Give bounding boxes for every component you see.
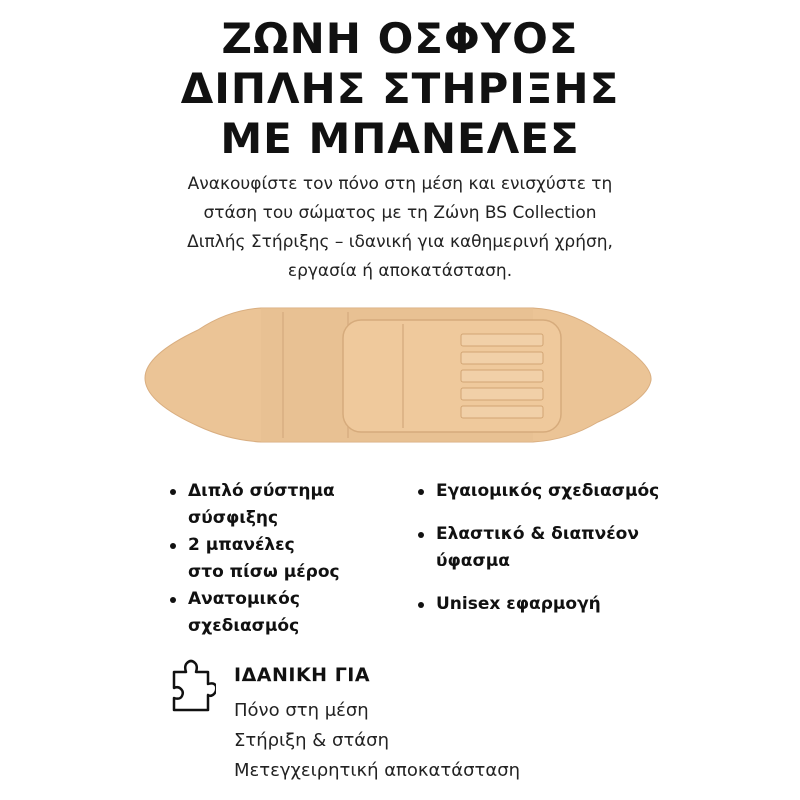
feature-item: Εγαιομικός σχεδιασμός xyxy=(418,478,698,505)
features-right-list xyxy=(418,478,698,634)
features-left-list xyxy=(170,478,390,640)
ideal-item: Στήριξη & στάση xyxy=(234,730,389,751)
feature-item: Unisex εφαρμογή xyxy=(418,591,698,618)
subtitle xyxy=(140,170,660,286)
subtitle-line-2: στάση του σώματος με τη Ζώνη BS Collection xyxy=(203,203,597,223)
title-line-3: ΜΕ ΜΠΑΝΕΛΕΣ xyxy=(220,114,580,163)
feature-item: Διπλό σύστημα σύσφιξης xyxy=(170,478,390,532)
title-line-2: ΔΙΠΛΗΣ ΣΤΗΡΙΞΗΣ xyxy=(180,64,620,113)
back-support-belt-image xyxy=(143,300,655,450)
subtitle-line-1: Ανακουφίστε τον πόνο στη μέση και ενισχύστε τη xyxy=(187,174,613,194)
feature-item: Ανατομικός σχεδιασμός xyxy=(170,586,390,640)
ideal-item: Πόνο στη μέση xyxy=(234,700,369,721)
ideal-for-heading: ΙΔΑΝΙΚΗ ΓΙΑ xyxy=(234,664,371,686)
subtitle-line-3: Διπλής Στήριξης – ιδανική για καθημερινή χρήση, xyxy=(187,232,613,252)
subtitle-line-4: εργασία ή αποκατάσταση. xyxy=(287,261,513,281)
ideal-item: Μετεγχειρητική αποκατάσταση xyxy=(234,760,521,781)
feature-item: 2 μπανέλες στο πίσω μέρος xyxy=(170,532,390,586)
ideal-for-list xyxy=(234,696,520,786)
title-line-1: ΖΩΝΗ ΟΣΦΥΟΣ xyxy=(221,14,579,63)
puzzle-icon xyxy=(170,656,216,714)
feature-item: Ελαστικό & διαπνέον ύφασμα xyxy=(418,521,698,575)
page-title xyxy=(0,14,800,164)
